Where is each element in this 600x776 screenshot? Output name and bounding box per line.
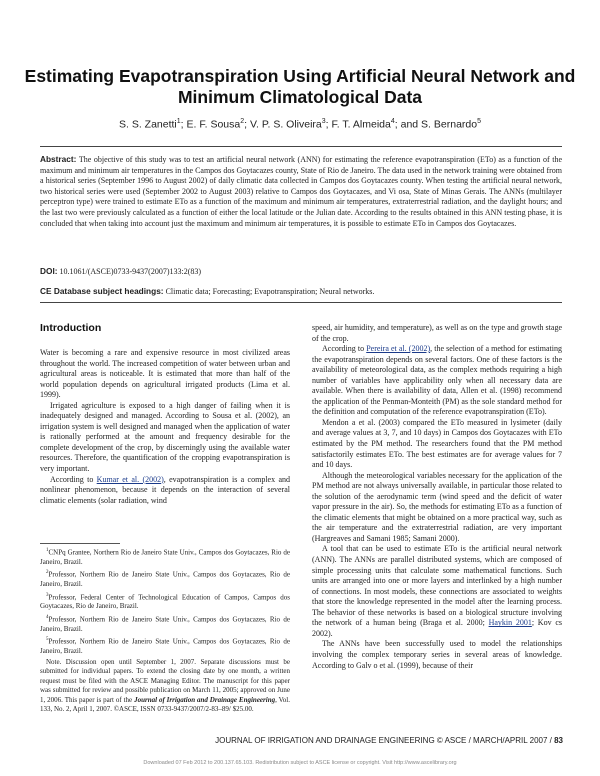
paragraph (312, 544, 562, 639)
author-name: V. P. S. Oliveira (249, 118, 322, 131)
footnote-text: Professor, Northern Rio de Janeiro State Univ., Campos dos Goytacazes, Rio de Janeiro, Brazil. (40, 637, 290, 656)
note-text: , Vol. 133, No. 2, April 1, 2007. ©ASCE, ISSN 0733-9437/2007/2-83–89/ $25.00. (40, 695, 290, 714)
text-run: , evapotranspiration is a complex and nonlinear phenomenon, because it depends on the interaction of several climatic elements (solar radiation, wind (40, 474, 290, 505)
download-notice: Downloaded 07 Feb 2012 to 200.137.65.103. Redistribution subject to ASCE license or copyright. Visit http://www.ascelibrary.org (143, 760, 457, 766)
paragraph: Irrigated agriculture is exposed to a high danger of failing when it is inadequately designed and managed. According to Sousa et al. (2002), an irrigation system is well designed and managed when the application of water is rationally performed at the amount and frequency desirable for the complete development of the crop, by discerningly using the available water resources. Therefore, the quantification of the cropping evapotranspiration is very important. (40, 400, 290, 474)
footnote-text: Professor, Federal Center of Technological Education of Campos, Campos dos Goytacazes, Rio de Janeiro, Brazil. (40, 592, 290, 611)
page-number: 83 (554, 736, 563, 745)
paragraph: speed, air humidity, and temperature), as well as on the type and growth stage of the crop. (312, 323, 562, 343)
footnote-rule (40, 543, 120, 544)
subject-headings (40, 286, 562, 296)
author-separator: ; (244, 118, 250, 131)
footnote-text: Professor, Northern Rio de Janeiro State Univ., Campos dos Goytacazes, Rio de Janeiro, Brazil. (40, 570, 290, 589)
footnote-text: Professor, Northern Rio de Janeiro State Univ., Campos dos Goytacazes, Rio de Janeiro, Brazil. (40, 615, 290, 633)
footnote (40, 635, 290, 656)
note-journal: Journal of Irrigation and Drainage Engineering (134, 695, 276, 704)
footnote (40, 546, 290, 567)
footnotes (40, 546, 290, 716)
paragraph: The ANNs have been successfully used to model the relationships involving the complex temporary series in several areas of knowledge. According to Galv o et al. (1999), because of their (312, 639, 562, 670)
footnote-text: CNPq Grantee, Northern Rio de Janeiro State Univ., Campos dos Goytacazes, Rio de Janeiro, Brazil. (40, 548, 290, 566)
author-affiliation-marker: 2 (240, 118, 245, 125)
divider-bottom (40, 302, 562, 303)
author-affiliation-marker: 4 (390, 118, 395, 125)
author-affiliation-marker: 3 (321, 118, 326, 125)
text-run: A tool that can be used to estimate ETo is the artificial neural network (ANN). The ANNs are parallel distributed systems, which are composed of simple processing units that calculate some mathematical functions. Such units are arranged into one or more layers and interlinked by a high number of connections. In most models, these connections are associated to weights that store the knowledge represented in the model after the learning process. The behavior of these networks is based on a biological structure involving the network of a human being (Braga et al. 2000; (312, 544, 562, 628)
paragraph: Although the meteorological variables necessary for the application of the PM method are not always universally available, in particular those related to the solution of the aerodynamic term (wind speed and the deficit of water vapor pressure in the air). So, the methods for estimating ETo as a function of the climatic elements that might be obtained on a more practical way, such as the air temperature and the extraterrestrial radiation, are very important (Hargreaves and Samani 1985; Samani 2000). (312, 470, 562, 543)
abstract-label: Abstract: (40, 154, 77, 164)
doi-label: DOI: (40, 266, 58, 276)
citation-link-kumar[interactable]: Kumar et al. (2002) (96, 474, 164, 484)
abstract (40, 154, 562, 229)
footnote-marker: 3 (46, 592, 49, 598)
author-separator: ; (325, 118, 332, 131)
left-column (40, 348, 290, 506)
citation-link-pereira[interactable]: Pereira et al. (2002) (366, 344, 431, 354)
doi-value: 10.1061/(ASCE)0733-9437(2007)133:2(83) (57, 267, 202, 276)
footnote-marker: 5 (46, 637, 49, 643)
paragraph: Water is becoming a rare and expensive resource in most civilized areas throughout the world. The increased competition of water between urban and agricultural areas is noticeable. It is estimated that more than half of the world population depends on agricultural irrigated products (Lima et al. 1999). (40, 348, 290, 400)
author-separator: ; (180, 118, 187, 131)
footnote (40, 568, 290, 589)
journal-footer (0, 736, 563, 745)
text-run: According to (50, 474, 97, 484)
citation-link-haykin[interactable]: Haykin 2001 (488, 618, 532, 628)
author-list (0, 118, 600, 131)
author-name: E. F. Sousa (186, 118, 241, 131)
abstract-text: The objective of this study was to test an artificial neural network (ANN) for estimating the reference evapotranspiration (ETo) as a function of the maximum and minimum air temperatures in the Campos dos Goytacazes county, State of Rio de Janeiro. The data used in the network training were obtained from a historical series (September 1996 to August 2002) of daily climatic data collected in Campos dos Goytacazes county. When testing the artificial neural network, two historical series were used (September 2002 to August 2003) relative to Campos dos Goytacazes, and Vi osa, State of Minas Gerais. The ANNs (multilayer perceptron type) were trained to estimate ETo as a function of the maximum and minimum air temperatures, extraterrestrial radiation, and the daylight hours; and the last two were previously calculated as a function of either the local latitude or the Julian date. According to the results obtained in this ANN testing phase, it is concluded that when taking into account just the maximum and minimum air temperatures, it is possible to estimate ETo in Campos dos Goytacazes. (40, 155, 562, 228)
footnote-marker: 1 (46, 548, 49, 553)
subject-headings-value: Climatic data; Forecasting; Evapotranspiration; Neural networks. (163, 287, 375, 296)
section-heading-introduction: Introduction (40, 322, 102, 334)
right-column (312, 323, 562, 671)
author-affiliation-marker: 1 (176, 118, 181, 125)
note-text: Note. Discussion open until September 1, 2007. Separate discussions must be submitted for individual papers. To extend the closing date by one month, a written request must be filed with the ASCE Managing Editor. The manuscript for this paper was submitted for review and possible publication on March 11, 2005; approved on June 1, 2006. This paper is part of the (40, 657, 290, 704)
author-affiliation-marker: 5 (477, 118, 481, 125)
paragraph (312, 344, 562, 418)
paragraph (40, 475, 290, 507)
author-separator: ; and (394, 118, 422, 131)
divider-top (40, 146, 562, 147)
note (40, 658, 290, 715)
author-name: S. Bernardo (421, 118, 478, 131)
text-run: According to (322, 344, 367, 354)
journal-footer-text: JOURNAL OF IRRIGATION AND DRAINAGE ENGINEERING © ASCE / MARCH/APRIL 2007 / (215, 736, 555, 745)
footnote-marker: 4 (46, 614, 49, 620)
author-name: F. T. Almeida (331, 118, 391, 131)
doi (40, 266, 562, 276)
subject-headings-label: CE Database subject headings: (40, 286, 164, 296)
paragraph: Mendon a et al. (2003) compared the ETo measured in lysimeter (daily and average values at 3, 7, and 10 days) in Campos dos Goytacazes with ETo estimated by the PM method. The researchers found that the PM method satisfactorily estimates ETo. The best estimates are for average values for 7 and 10 days. (312, 417, 562, 470)
text-run: ; Kov cs 2002). (312, 618, 562, 638)
footnote (40, 591, 290, 612)
author-name: S. S. Zanetti (118, 118, 177, 131)
footnote-marker: 2 (46, 570, 49, 576)
text-run: , the selection of a method for estimating the evapotranspiration depends on several factors. One of these factors is the availability of meteorological data, as the complex methods requiring a high number of variables have applicability only when all necessary data are available. When there is availability of data, Allen et al. (1998) recommend the application of the Penman-Monteith (PM) as the sole standard method for the definition and computation of the reference evapotranspiration (ETo). (312, 344, 562, 417)
paper-title: Estimating Evapotranspiration Using Artificial Neural Network and Minimum Climatological Data (24, 66, 576, 107)
footnote (40, 613, 290, 634)
